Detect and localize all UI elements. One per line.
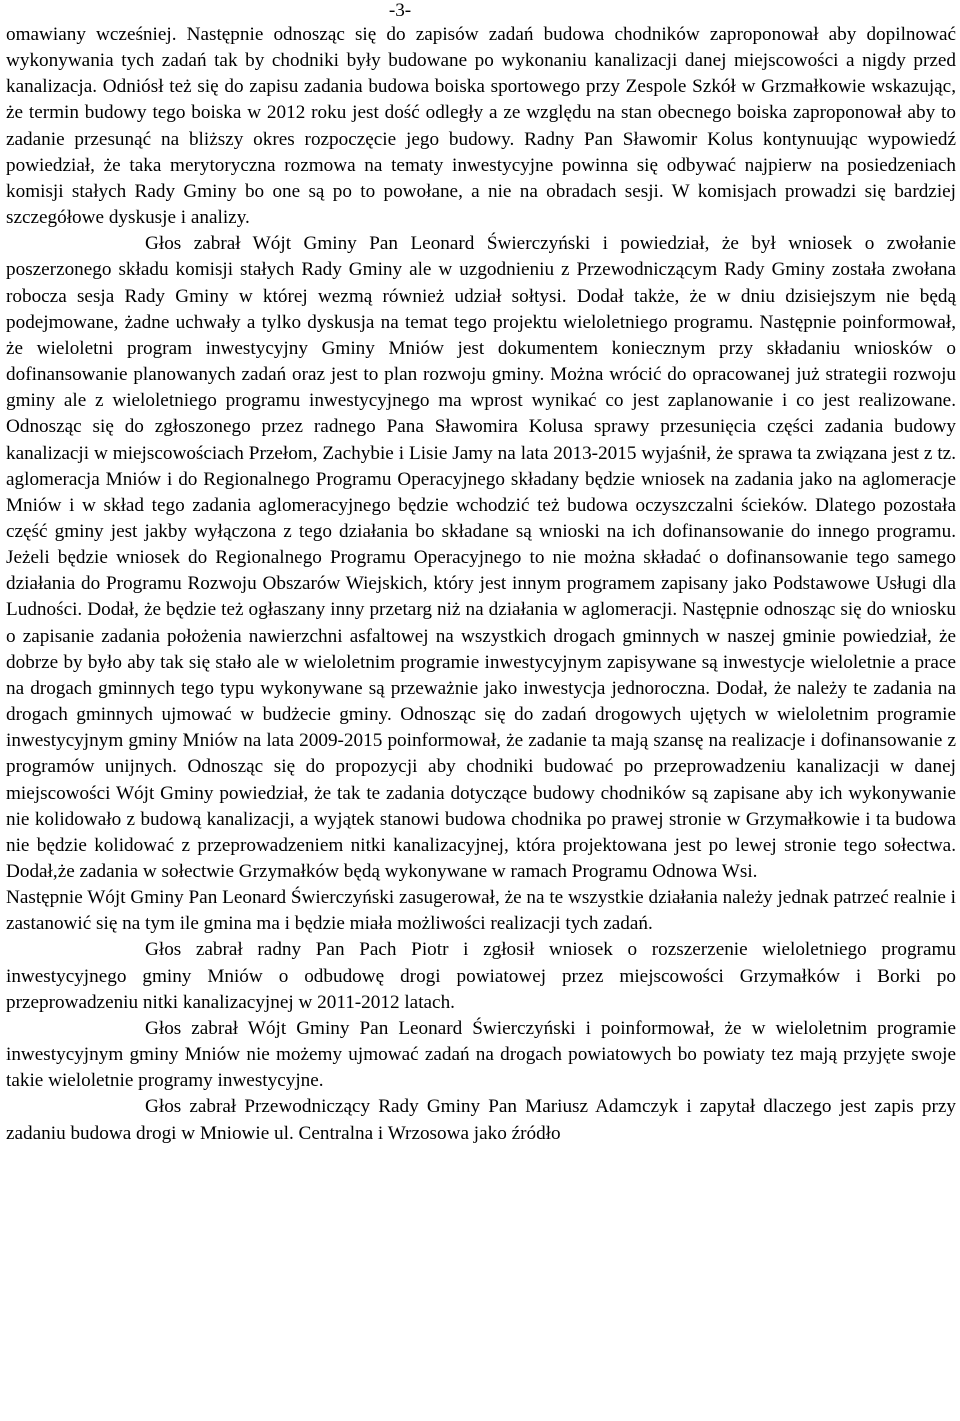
- page-number: -3-: [388, 0, 412, 21]
- paragraph: Głos zabrał Wójt Gminy Pan Leonard Świerczyński i powiedział, że był wniosek o zwołanie poszerzonego składu komisji stałych Rady Gminy ale w uzgodnieniu z Przewodniczącym Rady Gminy została zwołana robocza sesja Rady Gminy w której wezmą również udział sołtysi. Dodał także, że w dniu dzisiejszym nie będą podejmowane, żadne uchwały a tylko dyskusja na temat tego projektu wieloletniego programu. Następnie poinformował, że wieloletni program inwestycyjny Gminy Mniów jest dokumentem koniecznym przy składaniu wniosków o dofinansowanie planowanych zadań oraz jest to plan rozwoju gminy. Można wrócić do opracowanej już strategii rozwoju gminy ale z wieloletniego programu inwestycyjnego ma wprost wynikać co jest zaplanowanie i co jest realizowane. Odnosząc się do zgłoszonego przez radnego Pana Sławomira Kolusa sprawy przesunięcia części zadania budowy kanalizacji w miejscowościach Przełom, Zachybie i Lisie Jamy na lata 2013-2015 wyjaśnił, że sprawa ta związana jest z tz. aglomeracja Mniów i do Regionalnego Programu Operacyjnego składany będzie wniosek na zadania jako na aglomeracje Mniów i w skład tego zadania aglomeracyjnego będzie wchodzić też budowa oczyszczalni ścieków. Dlatego pozostała część gminy jest jakby wyłączona z tego działania bo składane są wnioski na ich dofinansowanie do innego programu. Jeżeli będzie wniosek do Regionalnego Programu Operacyjnego to nie można składać o dofinansowanie tego samego działania do Programu Rozwoju Obszarów Wiejskich, który jest innym programem zapisany jako Podstawowe Usługi dla Ludności. Dodał, że będzie też ogłaszany inny przetarg niż na działania w aglomeracji. Następnie odnosząc się do wniosku o zapisanie zadania położenia nawierzchni asfaltowej na wszystkich drogach gminnych w naszej gminie powiedział, że dobrze by było aby tak się stało ale w wieloletnim programie inwestycyjnym zapisywane są inwestycje wieloletnie a prace na drogach gminnych tego typu wykonywane są przeważnie jako inwestycja jednoroczna. Dodał, że należy te zadania na drogach gminnych ujmować w budżecie gminy. Odnosząc się do zadań drogowych ujętych w wieloletnim programie inwestycyjnym gminy Mniów na lata 2009-2015 poinformował, że zadanie ta mają szansę na realizacje i dofinansowanie z programów unijnych. Odnosząc się do propozycji aby chodniki budować po przeprowadzeniu kanalizacji w danej miejscowości Wójt Gminy powiedział, że tak te zadania dotyczące budowy chodników są zapisane aby ich wykonywanie nie kolidowało z budową kanalizacji, a wyjątek stanowi budowa chodnika po prawej stronie w Grzymałkowie i ta budowa nie będzie kolidować z przeprowadzeniem nitki kanalizacyjnej, która projektowana jest po lewej stronie tego sołectwa. Dodał,że zadania w sołectwie Grzymałków będą wykonywane w ramach Programu Odnowa Wsi.: [6, 233, 956, 882]
- paragraph: Głos zabrał Przewodniczący Rady Gminy Pan Mariusz Adamczyk i zapytał dlaczego jest zapis przy zadaniu budowa drogi w Mniowie ul. Centralna i Wrzosowa jako źródło: [6, 1096, 956, 1144]
- paragraph: Głos zabrał Wójt Gminy Pan Leonard Świerczyński i poinformował, że w wieloletnim programie inwestycyjnym gminy Mniów nie możemy ujmować zadań na drogach powiatowych bo powiaty tez mają przyjęte swoje takie wieloletnie programy inwestycyjne.: [6, 1017, 956, 1092]
- paragraph: Następnie Wójt Gminy Pan Leonard Świerczyński zasugerował, że na te wszystkie działania należy jednak patrzeć realnie i zastanowić się na tym ile gmina ma i będzie miała możliwości realizacji tych zadań.: [6, 887, 956, 935]
- document-body: [6, 22, 956, 1147]
- paragraph: Głos zabrał radny Pan Pach Piotr i zgłosił wniosek o rozszerzenie wieloletniego programu inwestycyjnego gminy Mniów o odbudowę drogi powiatowej przez miejscowości Grzymałków i Borki po przeprowadzeniu nitki kanalizacyjnej w 2011-2012 latach.: [6, 939, 956, 1013]
- paragraph: omawiany wcześniej. Następnie odnosząc się do zapisów zadań budowa chodników zaproponował aby dopilnować wykonywania tych zadań tak by chodniki były budowane po wykonaniu kanalizacji danej miejscowości a nigdy przed kanalizacja. Odniósł też się do zapisu zadania budowa boiska sportowego przy Zespole Szkół w Grzmałkowie wskazując, że termin budowy tego boiska w 2012 roku jest dość odległy a ze względu na stan obecnego boiska zaproponował aby to zadanie przesunąć na bliższy okres rozpoczęcie jego budowy. Radny Pan Sławomir Kolus kontynuując wypowiedź powiedział, że taka merytoryczna rozmowa na tematy inwestycyjne powinna się odbywać najpierw na posiedzeniach komisji stałych Rady Gminy bo one są po to powołane, a nie na obradach sesji. W komisjach prowadzi się bardziej szczegółowe dyskusje i analizy.: [6, 24, 956, 229]
